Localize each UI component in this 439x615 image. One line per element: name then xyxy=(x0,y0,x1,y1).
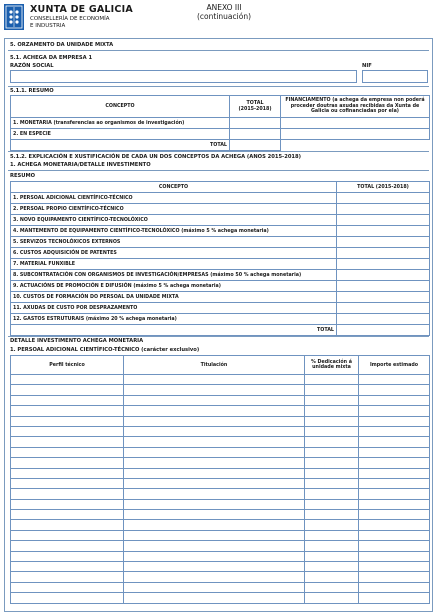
dedicacion-cell[interactable] xyxy=(305,385,359,395)
titulacion-cell[interactable] xyxy=(124,489,305,499)
table-row xyxy=(11,118,430,129)
table-header-row xyxy=(11,96,430,118)
importe-cell[interactable] xyxy=(359,510,430,520)
importe-cell[interactable] xyxy=(359,395,430,405)
dept-name xyxy=(30,16,109,29)
table-row xyxy=(11,292,430,303)
titulacion-cell[interactable] xyxy=(124,593,305,603)
titulacion-cell[interactable] xyxy=(124,499,305,509)
row-label: 1. MONETARIA (transferencias ao organismos de investigación) xyxy=(11,118,230,129)
table-row xyxy=(11,510,430,520)
table-row xyxy=(11,458,430,468)
dedicacion-cell[interactable] xyxy=(305,478,359,488)
perfil-cell[interactable] xyxy=(11,593,124,603)
table-header-row xyxy=(11,182,430,193)
table-header-row xyxy=(11,356,430,375)
perfil-cell[interactable] xyxy=(11,582,124,592)
table-row xyxy=(11,406,430,416)
dedicacion-cell[interactable] xyxy=(305,458,359,468)
perfil-cell[interactable] xyxy=(11,489,124,499)
col-importe: Importe estimado xyxy=(359,356,430,375)
razon-social-field[interactable] xyxy=(10,70,357,83)
titulacion-cell[interactable] xyxy=(124,510,305,520)
table-row xyxy=(11,193,430,204)
table-row xyxy=(11,530,430,540)
perfil-cell[interactable] xyxy=(11,562,124,572)
total-label: TOTAL xyxy=(11,140,230,151)
titulacion-cell[interactable] xyxy=(124,530,305,540)
table-row xyxy=(11,314,430,325)
perfil-cell[interactable] xyxy=(11,406,124,416)
col-total: TOTAL (2015-2018) xyxy=(337,182,430,193)
detalle-table xyxy=(10,181,430,336)
achega-monetaria-title: 1. ACHEGA MONETARIA/DETALLE INVESTIMENTO xyxy=(10,162,151,168)
perfil-cell[interactable] xyxy=(11,385,124,395)
col-total-years: (2015-2018) xyxy=(238,106,272,112)
table-row xyxy=(11,375,430,385)
org-name: XUNTA DE GALICIA xyxy=(30,4,133,15)
perfil-cell[interactable] xyxy=(11,510,124,520)
financiamento-cell[interactable] xyxy=(281,118,430,129)
concept-label: 6. CUSTOS ADQUISICIÓN DE PATENTES xyxy=(11,248,337,259)
resumo-label: RESUMO xyxy=(10,173,36,179)
concept-label: 2. PERSOAL PROPIO CIENTÍFICO-TÉCNICO xyxy=(11,204,337,215)
persoal-adicional-title: 1. PERSOAL ADICIONAL CIENTÍFICO-TÉCNICO (carácter exclusivo) xyxy=(10,347,200,353)
amount-cell[interactable] xyxy=(337,193,430,204)
table-row xyxy=(11,204,430,215)
table-row xyxy=(11,259,430,270)
total-cell[interactable] xyxy=(230,129,281,140)
total-label: TOTAL xyxy=(11,325,337,336)
concept-label: 10. CUSTOS DE FORMACIÓN DO PERSOAL DA UNIDADE MIXTA xyxy=(11,292,337,303)
table-row xyxy=(11,562,430,572)
subsection-5-1-2: 5.1.2. EXPLICACIÓN E XUSTIFICACIÓN DE CADA UN DOS CONCEPTOS DA ACHEGA (ANOS 2015-2018) xyxy=(10,154,302,160)
persoal-table xyxy=(10,355,430,604)
col-concepto: CONCEPTO xyxy=(11,96,230,118)
importe-cell[interactable] xyxy=(359,593,430,603)
empty-cell xyxy=(281,140,430,151)
dedicacion-cell[interactable] xyxy=(305,375,359,385)
table-row xyxy=(11,385,430,395)
table-row xyxy=(11,582,430,592)
titulacion-cell[interactable] xyxy=(124,458,305,468)
dedicacion-cell[interactable] xyxy=(305,562,359,572)
divider xyxy=(8,86,429,87)
importe-cell[interactable] xyxy=(359,530,430,540)
table-row xyxy=(11,478,430,488)
perfil-cell[interactable] xyxy=(11,468,124,478)
table-row xyxy=(11,468,430,478)
dedicacion-cell[interactable] xyxy=(305,426,359,436)
subsection-5-1: 5.1. ACHEGA DA EMPRESA 1 xyxy=(10,55,93,61)
importe-cell[interactable] xyxy=(359,385,430,395)
perfil-cell[interactable] xyxy=(11,520,124,530)
titulacion-cell[interactable] xyxy=(124,385,305,395)
table-row xyxy=(11,281,430,292)
perfil-cell[interactable] xyxy=(11,437,124,447)
dept-line-1: CONSELLERÍA DE ECONOMÍA xyxy=(30,16,110,22)
divider xyxy=(8,151,429,152)
concept-label: 12. GASTOS ESTRUTURAIS (máximo 20 % achega monetaria) xyxy=(11,314,337,325)
table-row xyxy=(11,551,430,561)
importe-cell[interactable] xyxy=(359,406,430,416)
concept-label: 4. MANTEMENTO DE EQUIPAMENTO CIENTÍFICO-TECNOLÓXICO (máximo 5 % achega monetaria) xyxy=(11,226,337,237)
table-row xyxy=(11,437,430,447)
importe-cell[interactable] xyxy=(359,375,430,385)
perfil-cell[interactable] xyxy=(11,572,124,582)
titulacion-cell[interactable] xyxy=(124,572,305,582)
dedicacion-cell[interactable] xyxy=(305,406,359,416)
importe-cell[interactable] xyxy=(359,468,430,478)
titulacion-cell[interactable] xyxy=(124,468,305,478)
table-row xyxy=(11,237,430,248)
dedicacion-cell[interactable] xyxy=(305,510,359,520)
dedicacion-cell[interactable] xyxy=(305,551,359,561)
amount-cell[interactable] xyxy=(337,248,430,259)
titulacion-cell[interactable] xyxy=(124,582,305,592)
amount-cell[interactable] xyxy=(337,226,430,237)
perfil-cell[interactable] xyxy=(11,426,124,436)
titulacion-cell[interactable] xyxy=(124,551,305,561)
perfil-cell[interactable] xyxy=(11,416,124,426)
table-row xyxy=(11,215,430,226)
perfil-cell[interactable] xyxy=(11,478,124,488)
table-row xyxy=(11,499,430,509)
table-row xyxy=(11,248,430,259)
table-row xyxy=(11,541,430,551)
amount-cell[interactable] xyxy=(337,259,430,270)
importe-cell[interactable] xyxy=(359,437,430,447)
importe-cell[interactable] xyxy=(359,416,430,426)
table-row xyxy=(11,303,430,314)
titulacion-cell[interactable] xyxy=(124,478,305,488)
titulacion-cell[interactable] xyxy=(124,426,305,436)
importe-cell[interactable] xyxy=(359,478,430,488)
concept-label: 11. AXUDAS DE CUSTO POR DESPRAZAMENTO xyxy=(11,303,337,314)
dedicacion-cell[interactable] xyxy=(305,468,359,478)
concept-label: 9. ACTUACIÓNS DE PROMOCIÓN E DIFUSIÓN (máximo 5 % achega monetaria) xyxy=(11,281,337,292)
table-row xyxy=(11,395,430,405)
concept-label: 8. SUBCONTRATACIÓN CON ORGANISMOS DE INVESTIGACIÓN/EMPRESAS (máximo 50 % achega monetaria) xyxy=(11,270,337,281)
titulacion-cell[interactable] xyxy=(124,406,305,416)
total-cell[interactable] xyxy=(230,140,281,151)
nif-label: NIF xyxy=(362,63,372,69)
importe-cell[interactable] xyxy=(359,520,430,530)
subsection-5-1-1: 5.1.1. RESUMO xyxy=(10,88,54,94)
titulacion-cell[interactable] xyxy=(124,562,305,572)
amount-cell[interactable] xyxy=(337,237,430,248)
table-row xyxy=(11,572,430,582)
concept-label: 5. SERVIZOS TECNOLÓXICOS EXTERNOS xyxy=(11,237,337,248)
dedicacion-cell[interactable] xyxy=(305,582,359,592)
dedicacion-cell[interactable] xyxy=(305,572,359,582)
table-row xyxy=(11,226,430,237)
dedicacion-cell[interactable] xyxy=(305,489,359,499)
titulacion-cell[interactable] xyxy=(124,437,305,447)
dedicacion-cell[interactable] xyxy=(305,530,359,540)
titulacion-cell[interactable] xyxy=(124,447,305,457)
table-row xyxy=(11,489,430,499)
amount-cell[interactable] xyxy=(337,303,430,314)
divider xyxy=(8,336,429,337)
row-label: 2. EN ESPECIE xyxy=(11,129,230,140)
perfil-cell[interactable] xyxy=(11,530,124,540)
col-concepto: CONCEPTO xyxy=(11,182,337,193)
section-title: 5. ORZAMENTO DA UNIDADE MIXTA xyxy=(10,42,114,48)
dedicacion-cell[interactable] xyxy=(305,593,359,603)
concept-label: 1. PERSOAL ADICIONAL CIENTÍFICO-TÉCNICO xyxy=(11,193,337,204)
table-row xyxy=(11,270,430,281)
table-row xyxy=(11,447,430,457)
dedicacion-cell[interactable] xyxy=(305,447,359,457)
importe-cell[interactable] xyxy=(359,489,430,499)
divider xyxy=(8,50,429,51)
titulacion-cell[interactable] xyxy=(124,395,305,405)
annex-heading xyxy=(194,3,254,21)
table-row xyxy=(11,593,430,603)
detalle-investimento-title: DETALLE INVESTIMENTO ACHEGA MONETARIA xyxy=(10,338,144,344)
col-dedicacion: % Dedicación á unidade mixta xyxy=(305,356,359,375)
dedicacion-cell[interactable] xyxy=(305,416,359,426)
razon-social-label: RAZÓN SOCIAL xyxy=(10,63,54,69)
header xyxy=(4,3,435,37)
importe-cell[interactable] xyxy=(359,541,430,551)
importe-cell[interactable] xyxy=(359,562,430,572)
financiamento-cell[interactable] xyxy=(281,129,430,140)
amount-cell[interactable] xyxy=(337,281,430,292)
nif-field[interactable] xyxy=(362,70,428,83)
resumo-table xyxy=(10,95,430,151)
importe-cell[interactable] xyxy=(359,551,430,561)
titulacion-cell[interactable] xyxy=(124,375,305,385)
table-row xyxy=(11,426,430,436)
col-total-label: TOTAL xyxy=(246,101,264,106)
titulacion-cell[interactable] xyxy=(124,520,305,530)
titulacion-cell[interactable] xyxy=(124,541,305,551)
annex-title: ANEXO III xyxy=(206,3,242,12)
perfil-cell[interactable] xyxy=(11,395,124,405)
perfil-cell[interactable] xyxy=(11,541,124,551)
table-row xyxy=(11,520,430,530)
col-total xyxy=(230,96,281,118)
col-perfil: Perfil técnico xyxy=(11,356,124,375)
amount-cell[interactable] xyxy=(337,292,430,303)
concept-label: 7. MATERIAL FUNXIBLE xyxy=(11,259,337,270)
importe-cell[interactable] xyxy=(359,582,430,592)
col-titulacion: Titulación xyxy=(124,356,305,375)
total-cell[interactable] xyxy=(337,325,430,336)
perfil-cell[interactable] xyxy=(11,375,124,385)
amount-cell[interactable] xyxy=(337,215,430,226)
importe-cell[interactable] xyxy=(359,572,430,582)
perfil-cell[interactable] xyxy=(11,447,124,457)
concept-label: 3. NOVO EQUIPAMENTO CIENTÍFICO-TECNOLÓXICO xyxy=(11,215,337,226)
importe-cell[interactable] xyxy=(359,458,430,468)
amount-cell[interactable] xyxy=(337,314,430,325)
dedicacion-cell[interactable] xyxy=(305,437,359,447)
dedicacion-cell[interactable] xyxy=(305,499,359,509)
dedicacion-cell[interactable] xyxy=(305,395,359,405)
importe-cell[interactable] xyxy=(359,426,430,436)
total-cell[interactable] xyxy=(230,118,281,129)
total-row xyxy=(11,325,430,336)
table-row xyxy=(11,129,430,140)
table-row xyxy=(11,416,430,426)
xunta-logo-icon xyxy=(4,4,24,30)
divider xyxy=(8,170,429,171)
perfil-cell[interactable] xyxy=(11,458,124,468)
dept-line-2: E INDUSTRIA xyxy=(30,22,66,29)
annex-subtitle: (continuación) xyxy=(197,12,251,21)
col-financiamento: FINANCIAMENTO (a achega da empresa non poderá proceder doutras axudas recibidas da Xunta de Galicia ou cofinanciadas por ela) xyxy=(281,96,430,118)
amount-cell[interactable] xyxy=(337,270,430,281)
importe-cell[interactable] xyxy=(359,499,430,509)
perfil-cell[interactable] xyxy=(11,499,124,509)
amount-cell[interactable] xyxy=(337,204,430,215)
titulacion-cell[interactable] xyxy=(124,416,305,426)
dedicacion-cell[interactable] xyxy=(305,541,359,551)
total-row xyxy=(11,140,430,151)
dedicacion-cell[interactable] xyxy=(305,520,359,530)
importe-cell[interactable] xyxy=(359,447,430,457)
perfil-cell[interactable] xyxy=(11,551,124,561)
